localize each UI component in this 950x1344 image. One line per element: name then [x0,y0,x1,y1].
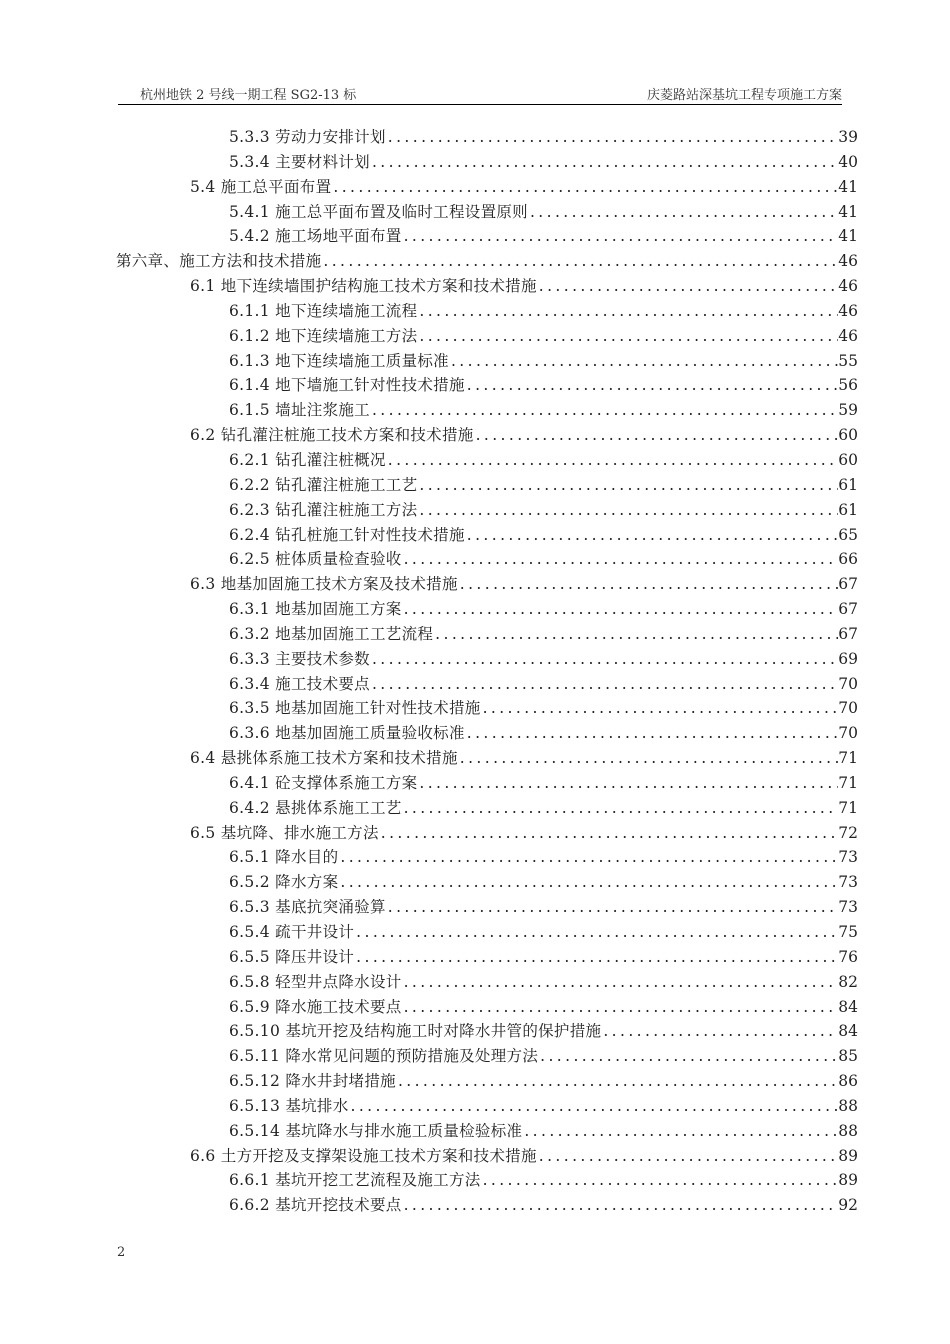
toc-dot-leader [386,448,838,473]
toc-entry-line [229,1044,838,1069]
toc-entry-page-number: 88 [838,1121,858,1140]
toc-dot-leader [321,249,838,274]
toc-entry-title: 6.5.13 基坑排水 [229,1094,349,1119]
toc-entry-line [190,746,838,771]
toc-entry-line [229,150,838,175]
toc-entry-page-number: 41 [838,177,858,196]
toc-entry[interactable] [0,448,950,473]
toc-entry-page-number: 39 [838,128,858,146]
toc-entry[interactable] [0,796,950,821]
toc-entry[interactable] [0,895,950,920]
toc-entry-page-number: 67 [838,624,858,643]
toc-entry-line [229,523,838,548]
toc-entry[interactable] [0,324,950,349]
toc-entry-title: 6.3.4 施工技术要点 [229,672,370,697]
toc-entry-title: 6.5.14 基坑降水与排水施工质量检验标准 [229,1119,522,1144]
toc-dot-leader [370,672,838,697]
toc-entry-page-number: 88 [838,1096,858,1115]
header-project-title: 杭州地铁 2 号线一期工程 SG2-13 标 [140,88,357,103]
page-number: 2 [117,1245,126,1260]
toc-entry-line [229,448,838,473]
toc-entry-title: 第六章、施工方法和技术措施 [116,249,321,274]
toc-entry-page-number: 60 [838,450,858,469]
toc-entry-line [190,1144,838,1169]
toc-entry-page-number: 73 [838,873,858,892]
toc-entry-title: 6.3.3 主要技术参数 [229,647,370,672]
toc-entry[interactable] [0,995,950,1020]
toc-entry-line [116,249,838,274]
toc-entry-page-number: 92 [838,1196,858,1215]
toc-dot-leader [396,1069,838,1094]
toc-entry-line [229,945,838,970]
toc-entry-title: 6.6 土方开挖及支撑架设施工技术方案和技术措施 [190,1144,537,1169]
toc-entry-line [229,1119,838,1144]
toc-entry-title: 6.5.11 降水常见问题的预防措施及处理方法 [229,1044,538,1069]
toc-entry-title: 6.2.3 钻孔灌注桩施工方法 [229,498,417,523]
toc-entry[interactable] [0,200,950,225]
toc-entry[interactable] [0,821,950,846]
toc-entry-page-number: 89 [838,1146,858,1165]
toc-entry-title: 6.1.1 地下连续墙施工流程 [229,299,417,324]
toc-entry-page-number: 61 [838,475,858,494]
toc-dot-leader [481,1168,838,1193]
toc-entry[interactable] [0,920,950,945]
toc-entry-title: 5.3.3 劳动力安排计划 [229,125,386,150]
toc-entry-line [229,970,838,995]
toc-entry-line [229,622,838,647]
toc-entry-title: 6.2 钻孔灌注桩施工技术方案和技术措施 [190,423,474,448]
toc-entry-line [229,920,838,945]
toc-entry-line [229,870,838,895]
toc-entry-title: 6.3.2 地基加固施工工艺流程 [229,622,433,647]
toc-entry-line [190,423,838,448]
toc-dot-leader [331,175,838,200]
toc-entry-page-number: 46 [838,326,858,345]
toc-entry-line [229,995,838,1020]
toc-entry-page-number: 84 [838,997,858,1016]
toc-entry-page-number: 82 [838,972,858,991]
toc-entry-line [229,349,838,374]
toc-entry-page-number: 71 [838,749,858,768]
toc-entry-line [190,572,838,597]
toc-entry-line [229,771,838,796]
toc-entry-title: 6.2.2 钻孔灌注桩施工工艺 [229,473,417,498]
toc-entry-title: 6.2.5 桩体质量检查验收 [229,547,402,572]
toc-entry[interactable] [0,945,950,970]
toc-entry-title: 6.6.2 基坑开挖技术要点 [229,1193,402,1218]
toc-entry[interactable] [0,696,950,721]
toc-entry[interactable] [0,1044,950,1069]
toc-entry-title: 6.2.4 钻孔桩施工针对性技术措施 [229,523,465,548]
toc-entry-line [229,1019,838,1044]
toc-entry-page-number: 41 [838,202,858,221]
toc-dot-leader [538,1044,838,1069]
toc-entry-title: 6.5.10 基坑开挖及结构施工时对降水井管的保护措施 [229,1019,601,1044]
toc-entry-title: 6.4.2 悬挑体系施工工艺 [229,796,402,821]
toc-entry-title: 6.3 地基加固施工技术方案及技术措施 [190,572,458,597]
toc-entry-title: 6.3.1 地基加固施工方案 [229,597,402,622]
toc-entry-page-number: 67 [838,600,858,619]
toc-entry-title: 6.5.5 降压井设计 [229,945,354,970]
toc-entry-line [229,721,838,746]
toc-entry-line [229,200,838,225]
toc-dot-leader [417,324,838,349]
toc-entry-title: 6.5.8 轻型井点降水设计 [229,970,402,995]
toc-dot-leader [349,1094,838,1119]
toc-entry-page-number: 56 [838,376,858,395]
toc-dot-leader [370,647,838,672]
page-header [118,82,842,105]
toc-entry-line [229,796,838,821]
toc-dot-leader [402,224,838,249]
toc-entry-page-number: 76 [838,947,858,966]
toc-entry-page-number: 46 [838,252,858,271]
toc-dot-leader [386,895,838,920]
toc-entry-title: 5.3.4 主要材料计划 [229,150,370,175]
toc-dot-leader [458,746,838,771]
toc-entry-page-number: 46 [838,301,858,320]
toc-entry-title: 6.1.3 地下连续墙施工质量标准 [229,349,449,374]
toc-dot-leader [402,597,838,622]
toc-entry-line [190,274,838,299]
toc-dot-leader [402,796,838,821]
toc-entry-page-number: 70 [838,724,858,743]
toc-entry-line [229,224,838,249]
toc-entry-title: 6.5.12 降水井封堵措施 [229,1069,396,1094]
toc-entry-line [190,821,838,846]
toc-entry[interactable] [0,125,950,150]
toc-entry[interactable] [0,771,950,796]
toc-entry-page-number: 59 [838,401,858,420]
toc-entry[interactable] [0,349,950,374]
toc-entry-page-number: 70 [838,699,858,718]
toc-entry[interactable] [0,1119,950,1144]
toc-entry[interactable] [0,1168,950,1193]
toc-dot-leader [537,274,838,299]
toc-entry-line [229,324,838,349]
toc-entry[interactable] [0,622,950,647]
toc-entry-title: 6.2.1 钻孔灌注桩概况 [229,448,386,473]
toc-entry-title: 6.1.5 墙址注浆施工 [229,398,370,423]
toc-entry[interactable] [0,970,950,995]
toc-entry-line [190,175,838,200]
toc-dot-leader [465,523,838,548]
toc-dot-leader [379,821,838,846]
toc-entry-page-number: 69 [838,649,858,668]
toc-entry-title: 6.1 地下连续墙围护结构施工技术方案和技术措施 [190,274,537,299]
toc-entry-title: 6.3.5 地基加固施工针对性技术措施 [229,696,481,721]
toc-dot-leader [417,299,838,324]
toc-entry[interactable] [0,473,950,498]
toc-entry[interactable] [0,274,950,299]
toc-dot-leader [338,845,838,870]
toc-entry-page-number: 65 [838,525,858,544]
toc-entry-line [229,845,838,870]
toc-entry[interactable] [0,1019,950,1044]
toc-entry[interactable] [0,721,950,746]
toc-entry[interactable] [0,870,950,895]
toc-dot-leader [465,721,838,746]
toc-entry[interactable] [0,572,950,597]
toc-entry[interactable] [0,647,950,672]
toc-entry-title: 6.4.1 砼支撑体系施工方案 [229,771,417,796]
toc-entry-line [229,1168,838,1193]
toc-entry[interactable] [0,1069,950,1094]
toc-entry[interactable] [0,1094,950,1119]
toc-entry-title: 6.5.2 降水方案 [229,870,338,895]
toc-dot-leader [449,349,838,374]
toc-entry-line [229,498,838,523]
toc-dot-leader [417,473,838,498]
toc-entry[interactable] [0,672,950,697]
toc-entry-page-number: 89 [838,1171,858,1190]
toc-entry-page-number: 60 [838,426,858,445]
toc-entry-line [229,473,838,498]
toc-entry-page-number: 40 [838,152,858,171]
toc-entry-title: 5.4.1 施工总平面布置及临时工程设置原则 [229,200,528,225]
toc-entry-page-number: 67 [838,575,858,594]
toc-entry-title: 5.4 施工总平面布置 [190,175,331,200]
toc-entry-line [229,547,838,572]
toc-entry-title: 6.1.4 地下墙施工针对性技术措施 [229,373,465,398]
toc-dot-leader [522,1119,838,1144]
toc-dot-leader [386,125,838,150]
toc-entry-line [229,398,838,423]
toc-entry-title: 6.3.6 地基加固施工质量验收标准 [229,721,465,746]
toc-entry-title: 6.5.1 降水目的 [229,845,338,870]
toc-entry-title: 6.5.3 基底抗突涌验算 [229,895,386,920]
toc-entry-page-number: 84 [838,1022,858,1041]
toc-entry-page-number: 70 [838,674,858,693]
toc-entry-page-number: 71 [838,798,858,817]
toc-entry[interactable] [0,175,950,200]
toc-entry[interactable] [0,498,950,523]
toc-entry[interactable] [0,523,950,548]
toc-dot-leader [354,945,838,970]
toc-entry-page-number: 72 [838,823,858,842]
toc-dot-leader [417,498,838,523]
toc-dot-leader [537,1144,838,1169]
toc-entry[interactable] [0,398,950,423]
toc-dot-leader [402,970,838,995]
toc-entry[interactable] [0,597,950,622]
toc-dot-leader [433,622,838,647]
toc-entry-line [229,696,838,721]
toc-entry-line [229,895,838,920]
toc-entry-title: 6.5 基坑降、排水施工方法 [190,821,379,846]
toc-entry[interactable] [0,845,950,870]
toc-entry[interactable] [0,1193,950,1218]
toc-entry-line [229,373,838,398]
toc-entry-page-number: 71 [838,773,858,792]
toc-entry-title: 6.5.9 降水施工技术要点 [229,995,402,1020]
toc-entry-page-number: 46 [838,277,858,296]
toc-entry-line [229,597,838,622]
toc-dot-leader [458,572,838,597]
toc-entry-page-number: 55 [838,351,858,370]
toc-dot-leader [417,771,838,796]
toc-dot-leader [601,1019,838,1044]
toc-dot-leader [481,696,838,721]
toc-entry-page-number: 66 [838,550,858,569]
toc-dot-leader [402,995,838,1020]
toc-entry-line [229,1193,838,1218]
toc-entry[interactable] [0,547,950,572]
toc-entry[interactable] [0,249,950,274]
header-document-title: 庆菱路站深基坑工程专项施工方案 [646,88,842,103]
toc-dot-leader [338,870,838,895]
toc-entry-title: 6.1.2 地下连续墙施工方法 [229,324,417,349]
toc-entry-line [229,672,838,697]
toc-entry-title: 6.6.1 基坑开挖工艺流程及施工方法 [229,1168,481,1193]
toc-entry-page-number: 86 [838,1072,858,1091]
toc-dot-leader [402,1193,838,1218]
toc-dot-leader [474,423,838,448]
toc-entry-title: 6.4 悬挑体系施工技术方案和技术措施 [190,746,458,771]
toc-entry-line [229,125,838,150]
toc-entry-page-number: 75 [838,923,858,941]
toc-dot-leader [370,398,838,423]
toc-dot-leader [354,920,838,945]
toc-entry[interactable] [0,1144,950,1169]
toc-entry-line [229,299,838,324]
toc-entry[interactable] [0,224,950,249]
toc-entry[interactable] [0,423,950,448]
toc-entry-title: 5.4.2 施工场地平面布置 [229,224,402,249]
toc-dot-leader [402,547,838,572]
toc-entry[interactable] [0,150,950,175]
toc-entry-page-number: 85 [838,1047,858,1066]
table-of-contents [0,125,950,1218]
toc-entry[interactable] [0,299,950,324]
toc-entry-line [229,647,838,672]
toc-dot-leader [465,373,838,398]
toc-entry-page-number: 73 [838,848,858,867]
toc-dot-leader [528,200,838,225]
toc-entry-title: 6.5.4 疏干井设计 [229,920,354,945]
toc-entry-line [229,1069,838,1094]
toc-dot-leader [370,150,838,175]
toc-entry-line [229,1094,838,1119]
toc-entry-page-number: 61 [838,500,858,519]
toc-entry[interactable] [0,373,950,398]
toc-entry[interactable] [0,746,950,771]
toc-entry-page-number: 73 [838,898,858,917]
toc-entry-page-number: 41 [838,227,858,246]
